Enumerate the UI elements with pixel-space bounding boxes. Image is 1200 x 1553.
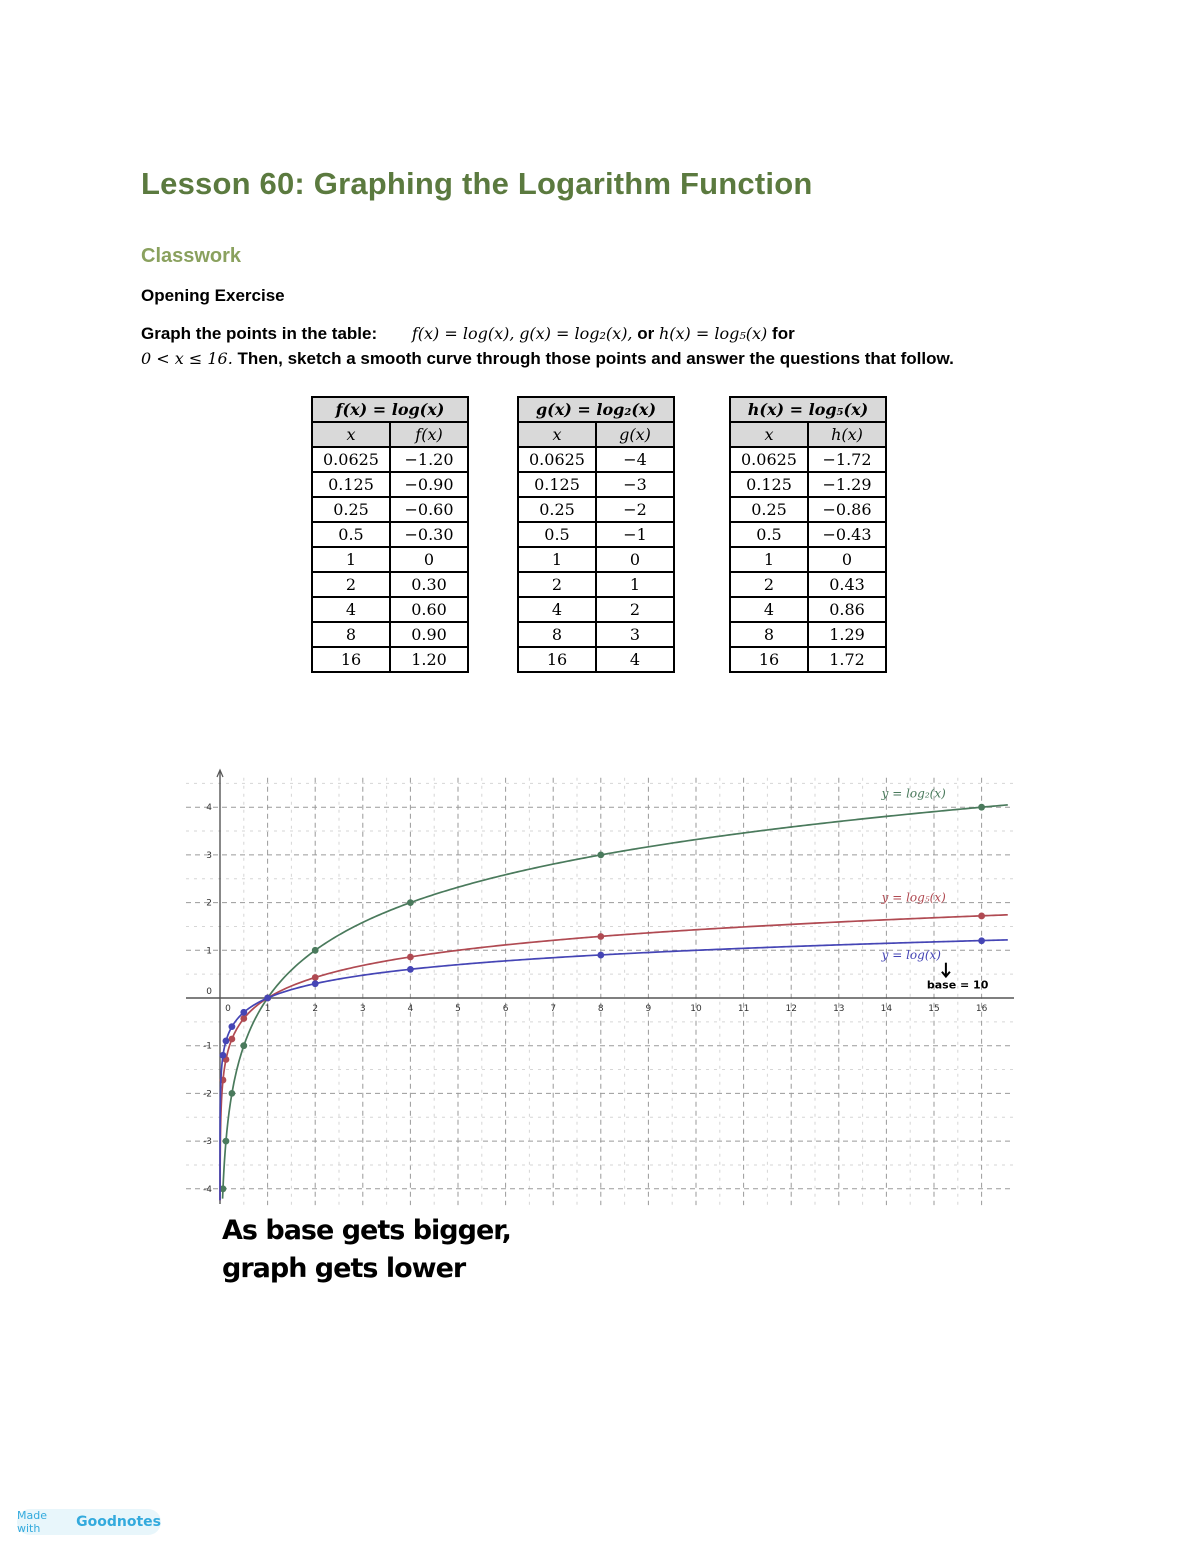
table-cell-y: 0.30 [390,572,468,597]
table-row [312,522,468,547]
table-cell-x: 0.5 [518,522,596,547]
instructions-line-2 [141,349,954,369]
table-cell-x: 0.0625 [518,447,596,472]
table-row [730,647,886,672]
table-row [518,497,674,522]
curve-label: y = log₂(x) [881,786,946,801]
handwritten-note-line-2: graph gets lower [222,1253,466,1284]
table-cell-y: 1.72 [808,647,886,672]
table-cell-x: 1 [730,547,808,572]
table-cell-x: 16 [730,647,808,672]
data-point [229,1036,236,1043]
data-point [597,852,604,859]
g-definition: g(x) = log₂(x), [519,324,633,343]
table-cell-y: 0.86 [808,597,886,622]
curve-label: y = log(x) [881,947,941,962]
table-cell-y: 0 [596,547,674,572]
data-point [978,937,985,944]
data-point [597,933,604,940]
data-point [223,1138,230,1145]
instructions-for: for [772,324,795,343]
domain-text: 0 < x ≤ 16. [141,349,233,368]
table-cell-x: 1 [312,547,390,572]
table-row [312,547,468,572]
table-col-header: f(x) [390,422,468,447]
table-row [312,647,468,672]
data-point [978,804,985,811]
table-cell-y: −0.43 [808,522,886,547]
table-cell-x: 0.0625 [730,447,808,472]
goodnotes-badge[interactable] [17,1509,161,1535]
table-cell-y: −4 [596,447,674,472]
x-tick-label: 2 [312,1004,319,1014]
table-cell-x: 2 [518,572,596,597]
table-cell-x: 0.0625 [312,447,390,472]
table-row [312,497,468,522]
value-table-h [729,396,887,673]
subsection-heading: Opening Exercise [141,286,285,305]
x-tick-label: 16 [975,1004,988,1014]
table-cell-y: 2 [596,597,674,622]
table-cell-y: −0.86 [808,497,886,522]
table-col-header: g(x) [596,422,674,447]
table-title: f(x) = log(x) [312,397,468,422]
x-tick-label: 8 [597,1004,604,1014]
table-cell-y: 1.29 [808,622,886,647]
x-tick-label: 13 [833,1004,845,1014]
value-table-f [311,396,469,673]
table-row [730,622,886,647]
data-point [223,1038,230,1045]
data-point [240,1009,247,1016]
table-row [312,597,468,622]
instructions-or: or [637,324,655,343]
instructions-lead: Graph the points in the table: [141,324,378,343]
table-cell-x: 0.125 [518,472,596,497]
table-cell-x: 4 [730,597,808,622]
table-row [730,472,886,497]
table-cell-x: 0.25 [312,497,390,522]
table-cell-y: 3 [596,622,674,647]
table-cell-x: 16 [518,647,596,672]
table-col-header: x [312,422,390,447]
table-col-header: h(x) [808,422,886,447]
data-point [312,974,319,981]
data-point [407,954,414,961]
y-tick-label: -3 [203,1137,212,1148]
table-cell-x: 1 [518,547,596,572]
y-tick-label: 4 [206,803,212,814]
table-col-header: x [730,422,808,447]
badge-prefix: Made with [17,1509,47,1535]
table-cell-y: −0.90 [390,472,468,497]
f-definition: f(x) = log(x), [411,324,515,343]
y-tick-label: 0 [206,987,212,997]
data-point [229,1090,236,1097]
table-row [518,547,674,572]
table-cell-x: 0.5 [730,522,808,547]
y-tick-label: 3 [206,850,212,861]
table-title: h(x) = log₅(x) [730,397,886,422]
table-cell-x: 2 [730,572,808,597]
table-cell-x: 4 [518,597,596,622]
y-tick-label: -2 [203,1089,212,1100]
table-cell-y: 0.90 [390,622,468,647]
table-cell-y: −3 [596,472,674,497]
data-point [407,899,414,906]
instructions-rest: Then, sketch a smooth curve through those points and answer the questions that follow. [237,349,954,368]
data-point [240,1042,247,1049]
table-row [518,647,674,672]
table-cell-x: 0.125 [312,472,390,497]
x-tick-label: 4 [407,1004,414,1014]
data-point [312,947,319,954]
table-row [312,622,468,647]
table-cell-y: −0.30 [390,522,468,547]
table-cell-y: 0.43 [808,572,886,597]
x-tick-label: 12 [785,1004,797,1014]
x-tick-label: 9 [645,1004,652,1014]
data-point [220,1052,227,1059]
data-point [978,913,985,920]
table-cell-x: 0.125 [730,472,808,497]
page-title: Lesson 60: Graphing the Logarithm Function [141,166,813,201]
table-cell-y: −0.60 [390,497,468,522]
x-tick-label: 6 [502,1004,509,1014]
x-tick-label: 5 [455,1004,461,1014]
curve-log10 [220,940,1008,1200]
table-row [312,447,468,472]
x-tick-label: 15 [928,1004,940,1014]
y-tick-label: 2 [206,898,212,909]
table-cell-y: 1.20 [390,647,468,672]
table-cell-x: 8 [518,622,596,647]
table-cell-y: 0.60 [390,597,468,622]
x-tick-label: 10 [690,1004,702,1014]
annotation-text: base = 10 [926,978,989,992]
table-cell-x: 0.25 [518,497,596,522]
data-point [597,952,604,959]
table-row [730,572,886,597]
table-row [730,547,886,572]
h-definition: h(x) = log₅(x) [658,324,768,343]
y-tick-label: -4 [203,1184,212,1195]
table-col-header: x [518,422,596,447]
table-cell-y: −1.20 [390,447,468,472]
value-table-g [517,396,675,673]
data-point [229,1023,236,1030]
table-cell-y: 1 [596,572,674,597]
table-cell-x: 2 [312,572,390,597]
table-row [518,472,674,497]
x-tick-label: 14 [880,1004,893,1014]
y-tick-label: -1 [203,1041,212,1052]
x-tick-label: 7 [550,1004,557,1014]
table-cell-y: −1 [596,522,674,547]
table-cell-x: 8 [730,622,808,647]
data-point [264,995,271,1002]
table-row [518,522,674,547]
curve-label: y = log₅(x) [881,890,946,905]
table-row [518,447,674,472]
x-tick-label: 0 [225,1004,231,1014]
table-row [518,572,674,597]
table-cell-y: −2 [596,497,674,522]
data-point [312,980,319,987]
table-cell-x: 16 [312,647,390,672]
table-title: g(x) = log₂(x) [518,397,674,422]
table-row [730,597,886,622]
table-cell-y: −1.72 [808,447,886,472]
table-cell-x: 8 [312,622,390,647]
x-tick-label: 3 [359,1004,366,1014]
data-point [407,966,414,973]
table-row [312,472,468,497]
y-tick-label: 1 [206,946,212,957]
table-cell-y: 4 [596,647,674,672]
instructions-line-1 [141,324,795,344]
table-row [518,622,674,647]
table-row [730,447,886,472]
handwritten-note-line-1: As base gets bigger, [222,1215,511,1246]
table-row [312,572,468,597]
table-cell-y: 0 [808,547,886,572]
table-cell-y: 0 [390,547,468,572]
table-cell-x: 0.5 [312,522,390,547]
badge-brand: Goodnotes [76,1514,161,1530]
table-row [730,522,886,547]
table-row [730,497,886,522]
table-row [518,597,674,622]
table-cell-y: −1.29 [808,472,886,497]
x-tick-label: 1 [264,1004,271,1014]
data-point [240,1015,247,1022]
table-cell-x: 0.25 [730,497,808,522]
curve-log2 [223,805,1008,1199]
section-heading: Classwork [141,245,242,267]
logarithm-graph [170,765,1020,1210]
x-tick-label: 11 [737,1004,750,1014]
table-cell-x: 4 [312,597,390,622]
